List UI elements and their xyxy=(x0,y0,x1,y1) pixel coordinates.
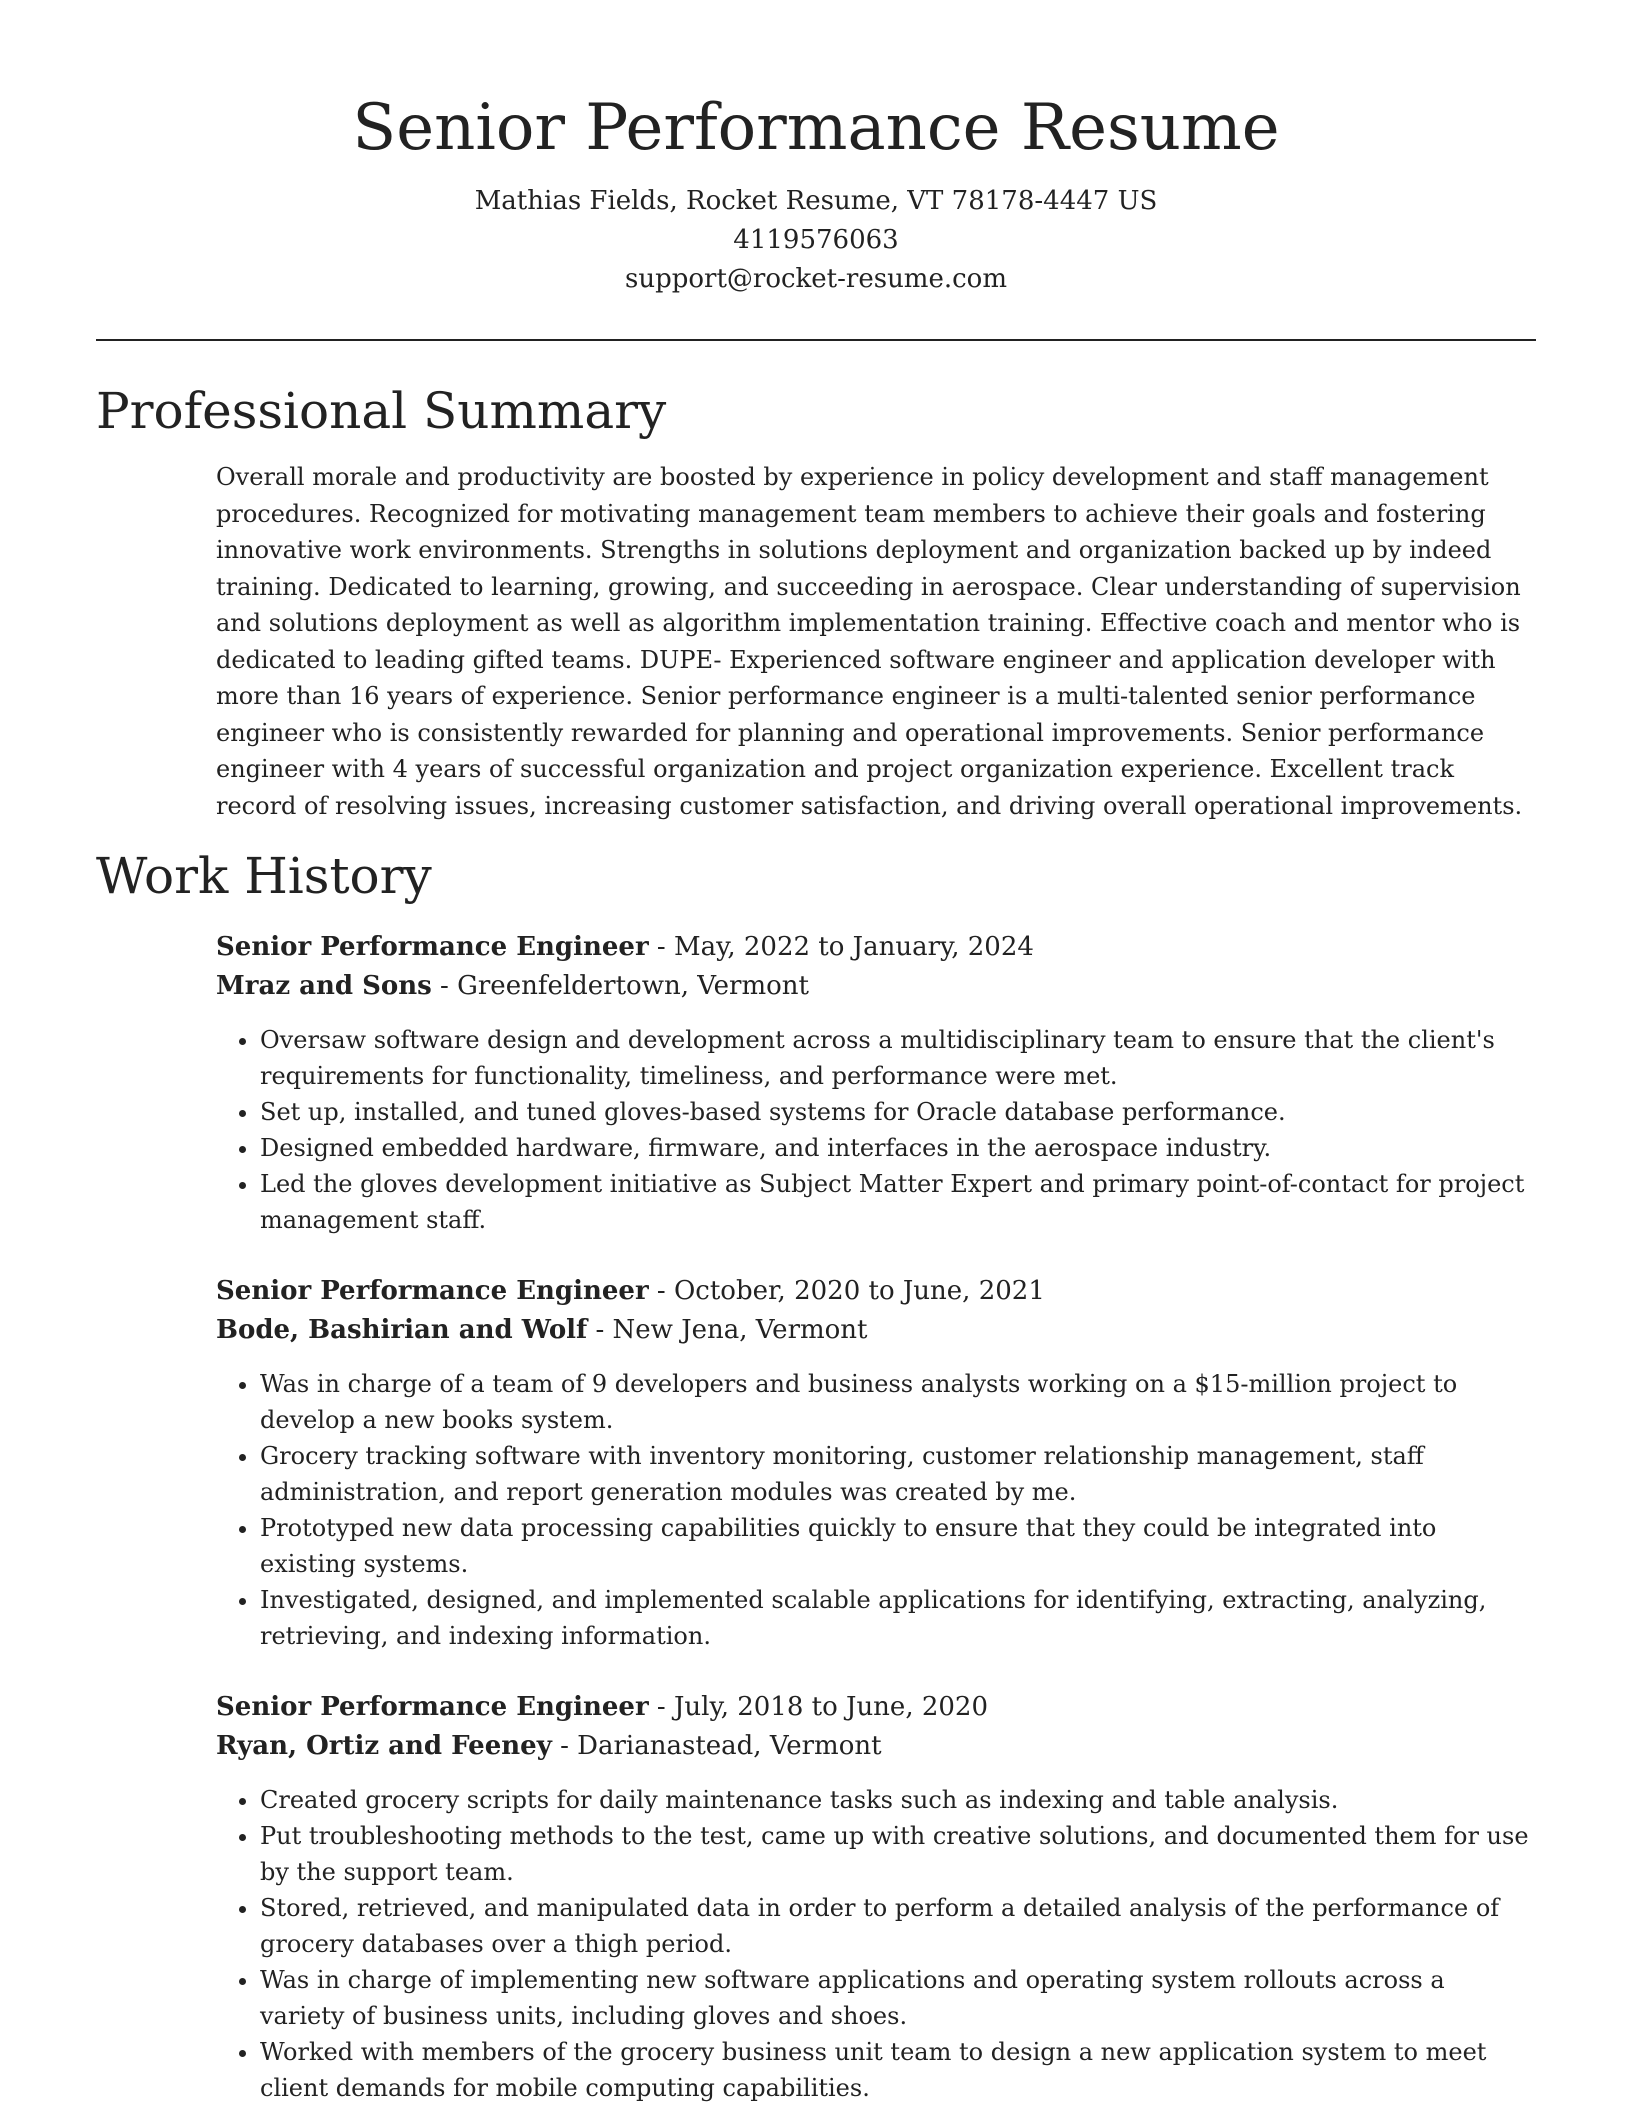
job-bullet: • Led the gloves development initiative as Subject Matter Expert and primary point-of-contact for project management staff. xyxy=(260,1166,1536,1238)
job-bullet-list xyxy=(216,1366,1536,1654)
job-bullet-list xyxy=(216,1782,1536,2106)
job-bullet: • Created grocery scripts for daily maintenance tasks such as indexing and table analysis. xyxy=(260,1782,1536,1818)
summary-body xyxy=(216,459,1536,824)
job-dates: - May, 2022 to January, 2024 xyxy=(648,932,1034,962)
job-title-line xyxy=(216,1688,1536,1727)
work-history-body xyxy=(216,928,1536,2106)
job-bullet: • Was in charge of implementing new software applications and operating system rollouts across a variety of business units, including gloves and shoes. xyxy=(260,1962,1536,2034)
work-history-section xyxy=(96,846,1536,2106)
job-bullet: • Stored, retrieved, and manipulated data in order to perform a detailed analysis of the performance of grocery databases over a thigh period. xyxy=(260,1890,1536,1962)
job-entry xyxy=(216,1272,1536,1654)
job-bullet: • Was in charge of a team of 9 developers and business analysts working on a $15-million project to develop a new books system. xyxy=(260,1366,1536,1438)
contact-block xyxy=(96,182,1536,299)
job-company-line xyxy=(216,1311,1536,1350)
job-location: - Greenfeldertown, Vermont xyxy=(431,971,809,1001)
job-title-line xyxy=(216,1272,1536,1311)
job-location: - Darianastead, Vermont xyxy=(551,1731,882,1761)
job-company-line xyxy=(216,967,1536,1006)
job-bullet: • Put troubleshooting methods to the test, came up with creative solutions, and documented them for use by the support team. xyxy=(260,1818,1536,1890)
job-bullet: • Investigated, designed, and implemented scalable applications for identifying, extracting, analyzing, retrieving, and indexing information. xyxy=(260,1582,1536,1654)
job-bullet: • Oversaw software design and development across a multidisciplinary team to ensure that the client's requirements for functionality, timeliness, and performance were met. xyxy=(260,1022,1536,1094)
contact-address: Mathias Fields, Rocket Resume, VT 78178-4447 US xyxy=(474,186,1158,216)
job-title: Senior Performance Engineer xyxy=(216,1692,649,1722)
job-title: Senior Performance Engineer xyxy=(216,1276,649,1306)
job-title-line xyxy=(216,928,1536,967)
resume-header xyxy=(96,0,1536,299)
job-bullet: • Grocery tracking software with inventory monitoring, customer relationship management, staff administration, and report generation modules was created by me. xyxy=(260,1438,1536,1510)
job-bullet: • Worked with members of the grocery business unit team to design a new application system to meet client demands for mobile computing capabilities. xyxy=(260,2034,1536,2106)
job-company-line xyxy=(216,1727,1536,1766)
job-entry xyxy=(216,1688,1536,2106)
job-location: - New Jena, Vermont xyxy=(587,1315,868,1345)
job-dates: - July, 2018 to June, 2020 xyxy=(648,1692,989,1722)
work-history-heading: Work History xyxy=(96,847,432,905)
contact-email: support@rocket-resume.com xyxy=(624,264,1007,294)
job-bullet: • Designed embedded hardware, firmware, and interfaces in the aerospace industry. xyxy=(260,1130,1536,1166)
professional-summary-section xyxy=(96,381,1536,824)
job-bullet: • Prototyped new data processing capabilities quickly to ensure that they could be integrated into existing systems. xyxy=(260,1510,1536,1582)
job-entry xyxy=(216,928,1536,1238)
job-bullet: • Set up, installed, and tuned gloves-based systems for Oracle database performance. xyxy=(260,1094,1536,1130)
contact-phone: 4119576063 xyxy=(733,225,899,255)
summary-heading: Professional Summary xyxy=(96,382,667,440)
job-company: Ryan, Ortiz and Feeney xyxy=(216,1731,552,1761)
job-title: Senior Performance Engineer xyxy=(216,932,649,962)
resume-title: Senior Performance Resume xyxy=(352,91,1280,165)
job-bullet-list xyxy=(216,1022,1536,1238)
job-dates: - October, 2020 to June, 2021 xyxy=(648,1276,1045,1306)
job-company: Bode, Bashirian and Wolf xyxy=(216,1315,588,1345)
summary-text: Overall morale and productivity are boosted by experience in policy development and staff management procedures. Recognized for motivating management team members to achieve their goals and fostering innovative work environments. Strengths in solutions deployment and organization backed up by indeed training. Dedicated to learning, growing, and succeeding in aerospace. Clear understanding of supervision and solutions deployment as well as algorithm implementation training. Effective coach and mentor who is dedicated to leading gifted teams. DUPE- Experienced software engineer and application developer with more than 16 years of experience. Senior performance engineer is a multi-talented senior performance engineer who is consistently rewarded for planning and operational improvements. Senior performance engineer with 4 years of successful organization and project organization experience. Excellent track record of resolving issues, increasing customer satisfaction, and driving overall operational improvements. xyxy=(216,463,1523,820)
job-company: Mraz and Sons xyxy=(216,971,432,1001)
header-divider xyxy=(96,339,1536,341)
